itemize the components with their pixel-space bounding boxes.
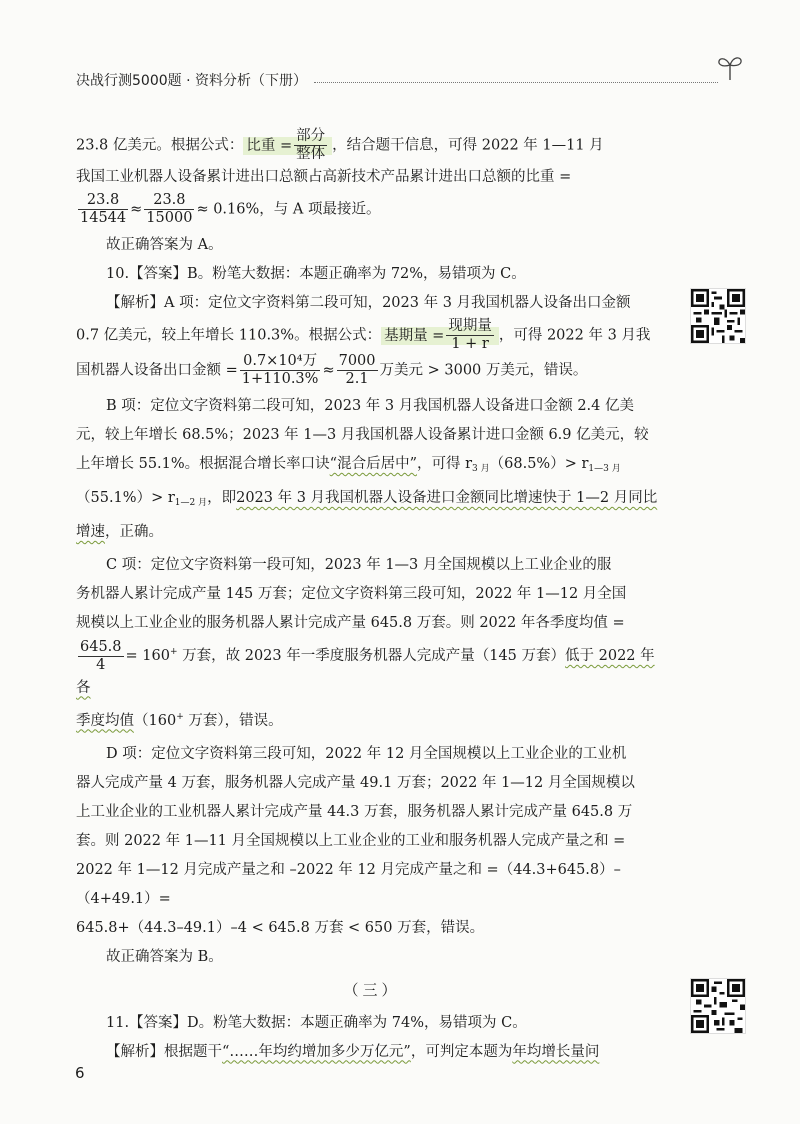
page-number: 6 [75,1064,85,1082]
q10-b-line-5: 增速，正确。 [76,524,163,540]
q10-b-line-3: 上年增长 55.1%。根据混合增长率口诀“混合后居中”，可得 $r_{3 月}(68.5\%)> r_{1—3 月}$ [76,456,621,474]
fraction: $\frac{23.8}{14544}$ [80,192,127,226]
q10-d-line-3: 上工业企业的工业机器人累计完成产量 44.3 万套，服务机器人累计完成产量 645.8 万 [76,803,633,820]
q10-d-line-5: 2022 年 1—12 月完成产量之和 –2022 年 12 月完成产量之和 =（44.3+645.8）–（4+49.1）= [76,861,621,907]
page-content [76,128,668,1067]
fraction: $\frac{\text{部分}}{\text{整体}}$ [296,128,326,162]
q10-b-line-1: B 项：定位文字资料第二段可知，2023 年 3 月我国机器人设备进口金额 2.4 亿美 [106,398,634,414]
q9-conclusion: 故正确答案为 A。 [106,237,223,253]
q10-c-line-1: C 项：定位文字资料第一段可知，2023 年 1—3 月全国规模以上工业企业的服 [106,557,612,573]
header-title: 决战行测5000题 · 资料分析（下册） [76,73,307,89]
qr-code-icon[interactable] [690,288,746,344]
ratio-formula: 比重 = $\frac{\text{部分}}{\text{整体}}$ [243,137,332,155]
q10-c-line-3: 规模以上工业企业的服务机器人累计完成产量 645.8 万套。则 2022 年各季度均值 = [76,615,625,631]
header-dotted-rule [314,82,718,83]
q10-a-line-3: 国机器人设备出口金额 = $\frac{\text{0.7×10⁴万}}{1+110.3\%}$ ≈ $\frac{7000}{2.1}$ 万美元 > 3000 万美元，错误。 [76,353,588,387]
fraction: $\frac{23.8}{15000}$ [146,192,193,226]
q10-a-intro: 【解析】A 项：定位文字资料第二段可知，2023 年 3 月我国机器人设备出口金额 [106,295,631,311]
q11-answer: 11.【答案】D。粉笔大数据：本题正确率为 74%，易错项为 C。 [106,1014,527,1031]
q10-c-line-4: $\frac{645.8}{4}$ = 160+ 万套，故 2023 年一季度服务机器人完成产量（145 万套）低于 2022 年各 [76,638,655,696]
fraction: $\frac{645.8}{4}$ [80,638,122,673]
q10-d-line-6: 645.8+（44.3–49.1）–4 < 645.8 万套 < 650 万套，错误。 [76,919,485,936]
q10-b-line-4: $(55.1\%)> r_{1—2 月}$，即2023 年 3 月我国机器人设备进口金额同比增速快于 1—2 月同比 [76,490,658,508]
q10-b-line-2: 元，较上年增长 68.5%；2023 年 1—3 月我国机器人设备累计进口金额 6.9 亿美元，较 [76,427,649,443]
fraction: $\frac{\text{0.7×10⁴万}}{1+110.3\%}$ [241,353,319,387]
q10-c-line-5: 季度均值（160+ 万套），错误。 [76,711,283,729]
q9-line-2: 我国工业机器人设备累计进出口总额占高新技术产品累计进出口总额的比重 = [76,169,572,185]
fraction: $\frac{7000}{2.1}$ [338,353,376,387]
q9-line-1: 23.8 亿美元。根据公式： 比重 = $\frac{\text{部分}}{\text{整体}}$ ，结合题干信息，可得 2022 年 1—11 月 [76,128,604,162]
q10-a-line-2: 0.7 亿美元，较上年增长 110.3%。根据公式： 基期量 = $\frac{\text{现期量}}{1 + r}$ ，可得 2022 年 3 月我 [76,318,651,352]
qr-code-icon[interactable] [690,978,746,1034]
fraction: $\frac{\text{现期量}}{1 + r}$ [448,318,492,352]
q10-answer: 10.【答案】B。粉笔大数据：本题正确率为 72%，易错项为 C。 [106,266,526,282]
sprout-icon [716,52,744,82]
q11-line-1: 【解析】根据题干“……年均约增加多少万亿元”，可判定本题为年均增长量问 [106,1043,600,1060]
base-formula: 基期量 = $\frac{\text{现期量}}{1 + r}$ [381,327,499,345]
q10-d-line-2: 器人完成产量 4 万套，服务机器人完成产量 49.1 万套；2022 年 1—12 月全国规模以 [76,774,635,791]
q9-line-3: $\frac{23.8}{14544}$ ≈ $\frac{23.8}{15000}$ ≈ 0.16%，与 A 项最接近。 [80,192,381,226]
q10-d-line-4: 套。则 2022 年 1—11 月全国规模以上工业企业的工业和服务机器人完成产量之和 = [76,832,626,849]
running-header [76,66,744,94]
q10-conclusion: 故正确答案为 B。 [106,948,223,965]
q10-d-line-1: D 项：定位文字资料第三段可知，2022 年 12 月全国规模以上工业企业的工业机 [106,745,627,762]
q10-c-line-2: 务机器人累计完成产量 145 万套；定位文字资料第三段可知，2022 年 1—12 月全国 [76,586,627,602]
section-title: （三） [343,980,401,999]
